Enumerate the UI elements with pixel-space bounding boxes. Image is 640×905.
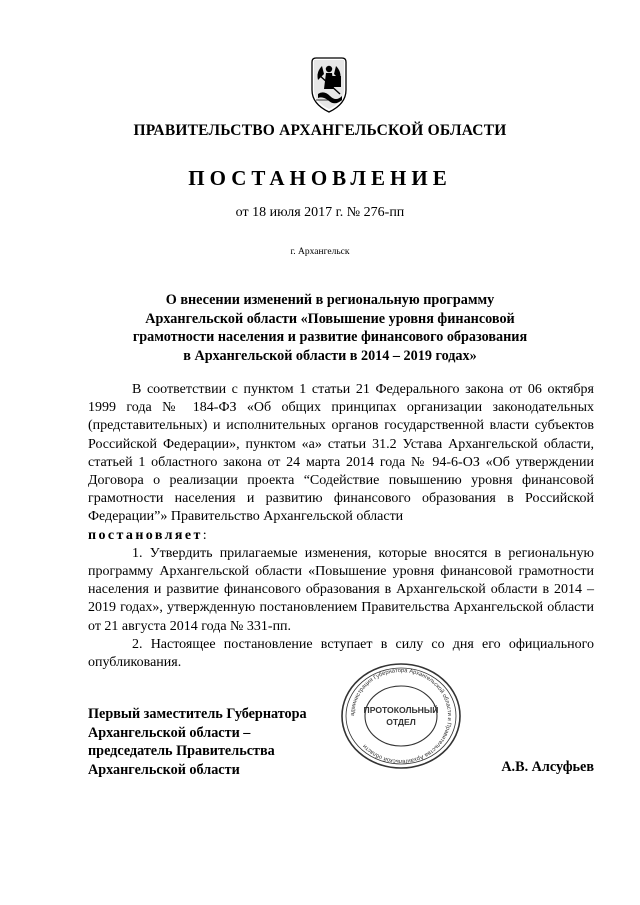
position-line: председатель Правительства xyxy=(88,743,275,759)
signatory-name: А.В. Алсуфьев xyxy=(501,759,594,775)
organization-heading: ПРАВИТЕЛЬСТВО АРХАНГЕЛЬСКОЙ ОБЛАСТИ xyxy=(133,122,507,139)
title-line: Архангельской области «Повышение уровня финансовой xyxy=(145,310,515,327)
item-paragraph: 2. Настоящее постановление вступает в силу со дня его официального опубликования. xyxy=(88,636,594,671)
protocol-stamp xyxy=(340,662,462,770)
document-place: г. Архангельск xyxy=(290,247,350,257)
title-line: грамотности населения и развитие финансового образования xyxy=(132,329,528,345)
coat-of-arms-icon xyxy=(306,56,352,114)
decree-line xyxy=(88,527,594,545)
signatory-position xyxy=(88,705,348,779)
document-date-number: от 18 июля 2017 г. № 276-пп xyxy=(235,205,405,220)
position-line: Архангельской области xyxy=(88,761,240,778)
document-title xyxy=(80,291,580,365)
stamp-center-line: ОТДЕЛ xyxy=(386,717,416,727)
title-line: в Архангельской области в 2014 – 2019 годах» xyxy=(183,347,477,364)
decree-colon: : xyxy=(202,527,207,543)
stamp-center-line: ПРОТОКОЛЬНЫЙ xyxy=(363,705,439,715)
position-line: Архангельской области – xyxy=(88,724,251,741)
document-type-heading: ПОСТАНОВЛЕНИЕ xyxy=(188,166,452,190)
stamp-ring-text: администрация Губернатора Архангельской области и Правительства Архангельской области xyxy=(349,667,453,765)
decree-word: постановляет xyxy=(88,527,203,543)
title-line: О внесении изменений в региональную программу xyxy=(165,292,495,308)
position-line: Первый заместитель Губернатора xyxy=(88,706,307,722)
preamble-paragraph: В соответствии с пунктом 1 статьи 21 Федерального закона от 06 октября 1999 года № 184-ФЗ «Об общих принципах организации законодательных (представительных) и исполнительных органов государственной власти субъектов Российской Федерации», пунктом «а» статьи 31.2 Устава Архангельской области, статьей 1 областного закона от 24 марта 2014 года № 94-6-ОЗ «Об утверждении Договора о реализации проекта “Содействие повышению уровня финансовой грамотности населения и развитию финансового образования в Российской Федерации”» Правительство Архангельской области xyxy=(88,382,594,525)
document-body xyxy=(88,381,594,672)
item-paragraph: 1. Утвердить прилагаемые изменения, которые вносятся в региональную программу Архангельской области «Повышение уровня финансовой грамотности населения и развитие финансового образования в Архангельской области в 2014 – 2019 годах», утвержденную постановлением Правительства Архангельской области от 21 августа 2014 года № 331-пп. xyxy=(88,545,594,634)
